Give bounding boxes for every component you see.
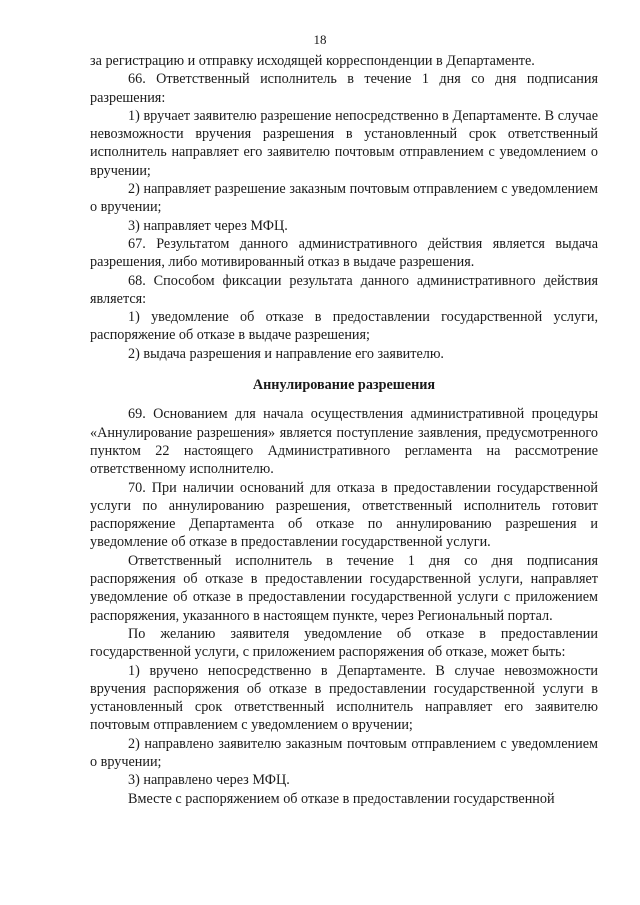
page-number: 18 bbox=[313, 32, 327, 47]
paragraph: Вместе с распоряжением об отказе в предоставлении государственной bbox=[128, 790, 555, 807]
paragraph: 69. Основанием для начала осуществления административной процедуры «Аннулирование разрешения» является поступление заявления, предусмотренного пунктом 22 настоящего Административного регламента на рассмотрение ответственному исполнителю. bbox=[90, 406, 598, 478]
paragraph: 3) направлено через МФЦ. bbox=[128, 772, 290, 789]
document-body bbox=[90, 52, 598, 808]
paragraph: 1) вручено непосредственно в Департаменте. В случае невозможности вручения распоряжения об отказе в предоставлении государственной услуги в установленный срок ответственный исполнитель направляет его заявителю почтовым отправлением с уведомлением о вручении; bbox=[90, 662, 598, 734]
paragraph: 2) направляет разрешение заказным почтовым отправлением с уведомлением о вручении; bbox=[90, 181, 598, 216]
section-before-heading bbox=[90, 52, 598, 363]
paragraph: 2) направлено заявителю заказным почтовым отправлением с уведомлением о вручении; bbox=[90, 735, 598, 770]
paragraph: 3) направляет через МФЦ. bbox=[128, 217, 288, 234]
paragraph: за регистрацию и отправку исходящей корреспонденции в Департаменте. bbox=[90, 53, 535, 69]
paragraph: По желанию заявителя уведомление об отказе в предоставлении государственной услуги, с приложением распоряжения об отказе, может быть: bbox=[90, 625, 598, 661]
paragraph: 70. При наличии оснований для отказа в предоставлении государственной услуги по аннулированию разрешения, ответственный исполнитель готовит распоряжение Департамента об отказе по аннулированию разрешения и уведомление об отказе в предоставлении государственной услуги. bbox=[90, 479, 598, 551]
paragraph: 66. Ответственный исполнитель в течение 1 дня со дня подписания разрешения: bbox=[90, 71, 598, 106]
section-after-heading bbox=[90, 405, 598, 808]
paragraph: 1) вручает заявителю разрешение непосредственно в Департаменте. В случае невозможности вручения разрешения в установленный срок ответственный исполнитель направляет его заявителю почтовым отправлением с уведомлением о вручении; bbox=[90, 107, 598, 179]
paragraph: 1) уведомление об отказе в предоставлении государственной услуги, распоряжение об отказе в выдаче разрешения; bbox=[90, 309, 598, 344]
paragraph: Ответственный исполнитель в течение 1 дня со дня подписания распоряжения об отказе в предоставлении государственной услуги, направляет уведомление об отказе в предоставлении государственной услуги с приложением распоряжения, указанного в настоящем пункте, через Региональный портал. bbox=[90, 552, 598, 624]
paragraph: 67. Результатом данного административного действия является выдача разрешения, либо мотивированный отказ в выдаче разрешения. bbox=[90, 235, 598, 271]
paragraph: 68. Способом фиксации результата данного административного действия является: bbox=[90, 272, 598, 307]
section-heading: Аннулирование разрешения bbox=[252, 377, 436, 394]
paragraph: 2) выдача разрешения и направление его заявителю. bbox=[128, 345, 444, 362]
